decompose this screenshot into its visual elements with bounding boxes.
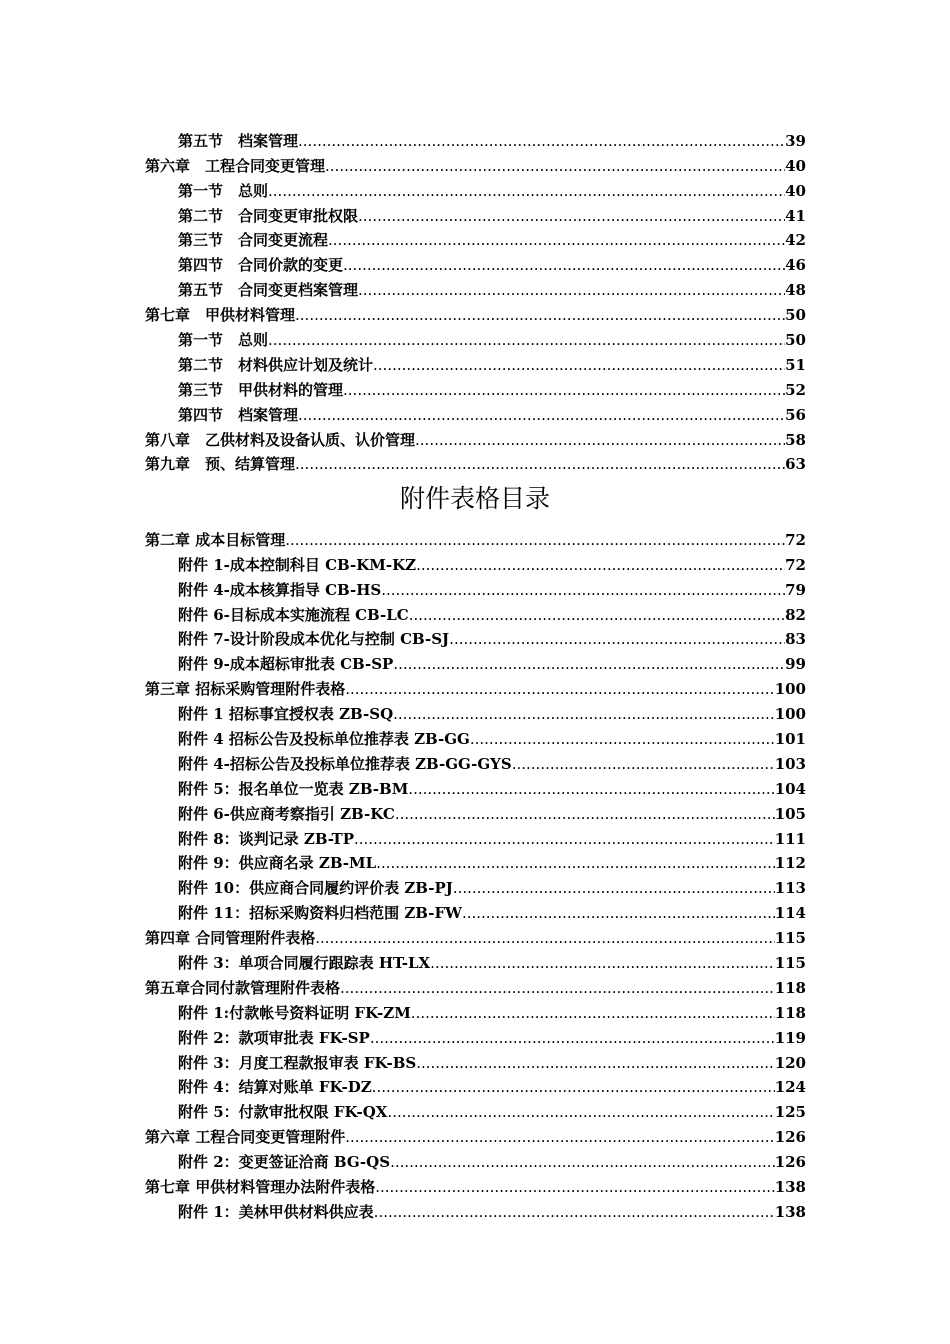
toc-entry[interactable] xyxy=(145,424,806,449)
toc-entry-title: 附件 1：美林甲供材料供应表 xyxy=(178,1202,374,1221)
toc-entry-title: 附件 9-成本超标审批表 CB-SP xyxy=(178,655,394,674)
toc-entry-page-number: 101 xyxy=(774,730,806,749)
toc-entry[interactable] xyxy=(145,673,806,698)
toc-entry[interactable] xyxy=(145,574,806,599)
toc-dot-leader xyxy=(381,581,785,599)
toc-entry[interactable] xyxy=(145,624,806,649)
toc-entry-title: 附件 3：月度工程款报审表 FK-BS xyxy=(178,1053,417,1072)
toc-main-list xyxy=(145,125,806,473)
toc-entry[interactable] xyxy=(145,349,806,374)
toc-entry-title: 附件 1-成本控制科目 CB-KM-KZ xyxy=(178,555,417,574)
toc-entry[interactable] xyxy=(145,872,806,897)
toc-entry[interactable] xyxy=(145,1171,806,1196)
toc-entry-title: 第四章 合同管理附件表格 xyxy=(145,929,316,948)
toc-entry-title: 第二节 合同变更审批权限 xyxy=(178,206,359,225)
toc-dot-leader xyxy=(462,904,775,922)
toc-entry[interactable] xyxy=(145,200,806,225)
toc-entry-title: 第五节 档案管理 xyxy=(178,131,299,150)
toc-entry-title: 第三节 合同变更流程 xyxy=(178,231,329,250)
toc-dot-leader xyxy=(411,1004,775,1022)
toc-entry-page-number: 103 xyxy=(774,754,806,773)
toc-entry-title: 附件 6-供应商考察指引 ZB-KC xyxy=(178,804,395,823)
toc-entry[interactable] xyxy=(145,150,806,175)
toc-entry-title: 第三节 甲供材料的管理 xyxy=(178,380,344,399)
toc-entry-title: 第一节 总则 xyxy=(178,181,269,200)
toc-dot-leader xyxy=(453,879,775,897)
toc-entry-title: 附件 4-招标公告及投标单位推荐表 ZB-GG-GYS xyxy=(178,754,512,773)
toc-entry-title: 第三章 招标采购管理附件表格 xyxy=(145,680,346,699)
toc-entry[interactable] xyxy=(145,947,806,972)
toc-entry-page-number: 46 xyxy=(785,256,806,275)
toc-entry[interactable] xyxy=(145,524,806,549)
toc-dot-leader xyxy=(325,157,785,175)
toc-entry-page-number: 79 xyxy=(785,580,806,599)
toc-entry-page-number: 115 xyxy=(774,929,806,948)
toc-entry-page-number: 112 xyxy=(774,854,806,873)
toc-dot-leader xyxy=(375,1178,774,1196)
toc-entry-page-number: 50 xyxy=(785,331,806,350)
toc-entry-page-number: 115 xyxy=(774,954,806,973)
toc-dot-leader xyxy=(328,231,785,249)
toc-entry-page-number: 100 xyxy=(774,705,806,724)
toc-entry[interactable] xyxy=(145,249,806,274)
toc-dot-leader xyxy=(295,455,785,473)
toc-entry-title: 附件 3：单项合同履行跟踪表 HT-LX xyxy=(178,954,431,973)
toc-entry-page-number: 58 xyxy=(785,430,806,449)
toc-entry-page-number: 72 xyxy=(785,530,806,549)
toc-entry-title: 第七章 甲供材料管理办法附件表格 xyxy=(145,1178,376,1197)
toc-entry-title: 第六章 工程合同变更管理附件 xyxy=(145,1128,346,1147)
toc-entry[interactable] xyxy=(145,299,806,324)
toc-entry[interactable] xyxy=(145,1072,806,1097)
toc-entry-title: 第五节 合同变更档案管理 xyxy=(178,281,359,300)
toc-entry-title: 第七章 甲供材料管理 xyxy=(145,306,296,325)
toc-dot-leader xyxy=(345,680,774,698)
toc-entry-page-number: 120 xyxy=(774,1053,806,1072)
toc-dot-leader xyxy=(470,730,775,748)
toc-entry[interactable] xyxy=(145,599,806,624)
toc-entry-page-number: 125 xyxy=(774,1103,806,1122)
toc-entry-title: 附件 1:付款帐号资料证明 FK-ZM xyxy=(178,1003,411,1022)
toc-entry-title: 附件 5：报名单位一览表 ZB-BM xyxy=(178,779,409,798)
toc-entry[interactable] xyxy=(145,648,806,673)
attachment-toc-heading: 附件表格目录 xyxy=(399,484,550,513)
toc-entry[interactable] xyxy=(145,125,806,150)
toc-dot-leader xyxy=(387,1103,774,1121)
toc-entry[interactable] xyxy=(145,723,806,748)
toc-entry-title: 第九章 预、结算管理 xyxy=(145,455,296,474)
toc-entry-title: 第八章 乙供材料及设备认质、认价管理 xyxy=(145,430,416,449)
toc-dot-leader xyxy=(390,1153,775,1171)
toc-entry-page-number: 82 xyxy=(785,605,806,624)
toc-dot-leader xyxy=(374,1203,775,1221)
toc-dot-leader xyxy=(415,431,785,449)
toc-entry[interactable] xyxy=(145,1096,806,1121)
toc-dot-leader xyxy=(268,331,785,349)
toc-entry-page-number: 51 xyxy=(785,355,806,374)
toc-entry[interactable] xyxy=(145,1196,806,1221)
toc-entry-title: 附件 4：结算对账单 FK-DZ xyxy=(178,1078,372,1097)
toc-entry[interactable] xyxy=(145,225,806,250)
toc-dot-leader xyxy=(315,929,774,947)
toc-entry[interactable] xyxy=(145,1047,806,1072)
toc-dot-leader xyxy=(370,1029,775,1047)
toc-dot-leader xyxy=(343,381,785,399)
toc-entry[interactable] xyxy=(145,972,806,997)
toc-entry-title: 附件 4-成本核算指导 CB-HS xyxy=(178,580,382,599)
toc-entry-page-number: 105 xyxy=(774,804,806,823)
toc-entry-title: 第二章 成本目标管理 xyxy=(145,530,286,549)
toc-entry-title: 附件 10：供应商合同履约评价表 ZB-PJ xyxy=(178,879,453,898)
toc-entry-title: 第一节 总则 xyxy=(178,331,269,350)
toc-entry[interactable] xyxy=(145,798,806,823)
toc-entry-title: 附件 6-目标成本实施流程 CB-LC xyxy=(178,605,409,624)
toc-entry[interactable] xyxy=(145,399,806,424)
toc-entry-title: 附件 2：变更签证洽商 BG-QS xyxy=(178,1153,391,1172)
toc-entry-title: 附件 7-设计阶段成本优化与控制 CB-SJ xyxy=(178,630,450,649)
toc-dot-leader xyxy=(430,954,775,972)
toc-entry-title: 第二节 材料供应计划及统计 xyxy=(178,355,374,374)
toc-dot-leader xyxy=(373,356,785,374)
toc-entry[interactable] xyxy=(145,997,806,1022)
toc-dot-leader xyxy=(358,281,785,299)
toc-entry-title: 第四节 档案管理 xyxy=(178,405,299,424)
toc-dot-leader xyxy=(395,805,775,823)
toc-entry[interactable] xyxy=(145,1022,806,1047)
toc-dot-leader xyxy=(376,854,775,872)
toc-dot-leader xyxy=(295,306,785,324)
toc-entry-title: 附件 11：招标采购资料归档范围 ZB-FW xyxy=(178,904,462,923)
toc-entry-title: 附件 4 招标公告及投标单位推荐表 ZB-GG xyxy=(178,730,470,749)
toc-entry[interactable] xyxy=(145,773,806,798)
toc-entry[interactable] xyxy=(145,549,806,574)
toc-entry-title: 附件 9：供应商名录 ZB-ML xyxy=(178,854,377,873)
toc-entry-page-number: 111 xyxy=(774,829,806,848)
toc-entry-title: 附件 1 招标事宜授权表 ZB-SQ xyxy=(178,705,394,724)
toc-entry-page-number: 138 xyxy=(774,1202,806,1221)
toc-entry-page-number: 113 xyxy=(774,879,806,898)
toc-entry[interactable] xyxy=(145,698,806,723)
toc-dot-leader xyxy=(340,979,775,997)
toc-entry[interactable] xyxy=(145,848,806,873)
toc-dot-leader xyxy=(408,780,774,798)
toc-entry-page-number: 100 xyxy=(774,680,806,699)
toc-dot-leader xyxy=(345,1128,774,1146)
toc-entry[interactable] xyxy=(145,274,806,299)
toc-dot-leader xyxy=(449,630,785,648)
toc-entry-page-number: 124 xyxy=(774,1078,806,1097)
toc-entry[interactable] xyxy=(145,1121,806,1146)
toc-entry[interactable] xyxy=(145,823,806,848)
toc-entry-page-number: 50 xyxy=(785,306,806,325)
toc-entry[interactable] xyxy=(145,374,806,399)
toc-entry[interactable] xyxy=(145,897,806,922)
toc-entry[interactable] xyxy=(145,449,806,474)
toc-entry-title: 附件 8：谈判记录 ZB-TP xyxy=(178,829,354,848)
toc-entry-title: 第六章 工程合同变更管理 xyxy=(145,156,326,175)
toc-entry-title: 附件 5：付款审批权限 FK-QX xyxy=(178,1103,388,1122)
toc-entry-title: 第五章合同付款管理附件表格 xyxy=(145,978,341,997)
toc-entry-page-number: 52 xyxy=(785,380,806,399)
toc-dot-leader xyxy=(298,132,785,150)
toc-dot-leader xyxy=(409,606,785,624)
toc-entry[interactable] xyxy=(145,748,806,773)
toc-entry-page-number: 83 xyxy=(785,630,806,649)
toc-entry-page-number: 104 xyxy=(774,779,806,798)
toc-dot-leader xyxy=(393,655,785,673)
toc-dot-leader xyxy=(358,207,785,225)
toc-entry[interactable] xyxy=(145,324,806,349)
toc-entry-page-number: 48 xyxy=(785,281,806,300)
toc-entry-page-number: 118 xyxy=(774,1003,806,1022)
toc-dot-leader xyxy=(285,531,785,549)
toc-entry-page-number: 42 xyxy=(785,231,806,250)
toc-dot-leader xyxy=(268,182,785,200)
toc-dot-leader xyxy=(354,830,775,848)
toc-entry-page-number: 72 xyxy=(785,555,806,574)
toc-attachments-list xyxy=(145,524,806,1221)
toc-dot-leader xyxy=(298,406,785,424)
toc-dot-leader xyxy=(512,755,775,773)
toc-entry-page-number: 39 xyxy=(785,131,806,150)
toc-dot-leader xyxy=(416,556,785,574)
toc-dot-leader xyxy=(343,256,785,274)
toc-entry[interactable] xyxy=(145,922,806,947)
toc-entry-page-number: 56 xyxy=(785,405,806,424)
toc-dot-leader xyxy=(393,705,775,723)
toc-entry-page-number: 126 xyxy=(774,1153,806,1172)
toc-entry-page-number: 138 xyxy=(774,1178,806,1197)
toc-dot-leader xyxy=(416,1054,774,1072)
toc-entry-page-number: 118 xyxy=(774,978,806,997)
toc-entry[interactable] xyxy=(145,1146,806,1171)
toc-entry[interactable] xyxy=(145,175,806,200)
toc-entry-page-number: 114 xyxy=(774,904,806,923)
toc-entry-page-number: 40 xyxy=(785,181,806,200)
toc-entry-page-number: 126 xyxy=(774,1128,806,1147)
toc-entry-title: 第四节 合同价款的变更 xyxy=(178,256,344,275)
toc-entry-page-number: 119 xyxy=(774,1028,806,1047)
toc-entry-page-number: 99 xyxy=(785,655,806,674)
toc-entry-title: 附件 2：款项审批表 FK-SP xyxy=(178,1028,370,1047)
toc-entry-page-number: 41 xyxy=(785,206,806,225)
toc-entry-page-number: 63 xyxy=(785,455,806,474)
toc-entry-page-number: 40 xyxy=(785,156,806,175)
toc-dot-leader xyxy=(372,1078,775,1096)
